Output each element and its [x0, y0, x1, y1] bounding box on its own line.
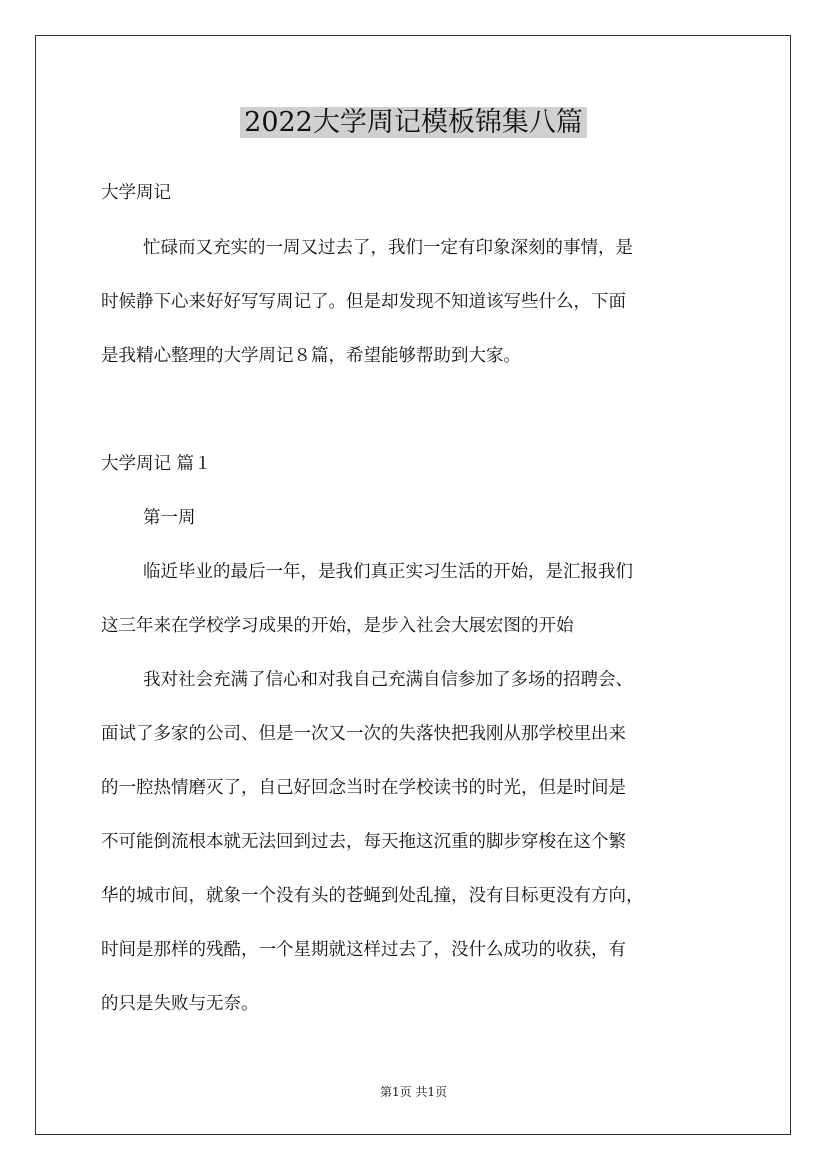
article-heading: 大学周记 篇１	[101, 454, 212, 474]
paragraph-line: 临近毕业的最后一年，是我们真正实习生活的开始，是汇报我们	[143, 562, 633, 582]
paragraph-line: 我对社会充满了信心和对我自己充满自信参加了多场的招聘会、	[143, 670, 633, 690]
document-title: 2022大学周记模板锦集八篇	[0, 101, 827, 145]
paragraph-line: 的只是失败与无奈。	[101, 994, 259, 1014]
page-footer: 第1页 共1页	[379, 1085, 448, 1099]
intro-line: 忙碌而又充实的一周又过去了，我们一定有印象深刻的事情，是	[143, 238, 633, 258]
paragraph-line: 的一腔热情磨灭了，自己好回念当时在学校读书的时光，但是时间是	[101, 778, 626, 798]
section-heading: 大学周记	[101, 183, 171, 203]
week-label: 第一周	[143, 508, 196, 528]
paragraph-line: 时间是那样的残酷，一个星期就这样过去了，没什么成功的收获，有	[101, 940, 626, 960]
intro-line: 时候静下心来好好写写周记了。但是却发现不知道该写些什么，下面	[101, 292, 626, 312]
paragraph-line: 这三年来在学校学习成果的开始，是步入社会大展宏图的开始	[101, 616, 574, 636]
paragraph-line: 面试了多家的公司、但是一次又一次的失落快把我刚从那学校里出来	[101, 724, 626, 744]
paragraph-line: 不可能倒流根本就无法回到过去，每天拖这沉重的脚步穿梭在这个繁	[101, 832, 626, 852]
paragraph-line: 华的城市间，就象一个没有头的苍蝇到处乱撞，没有目标更没有方向，	[101, 886, 644, 906]
intro-line: 是我精心整理的大学周记８篇，希望能够帮助到大家。	[101, 346, 521, 366]
